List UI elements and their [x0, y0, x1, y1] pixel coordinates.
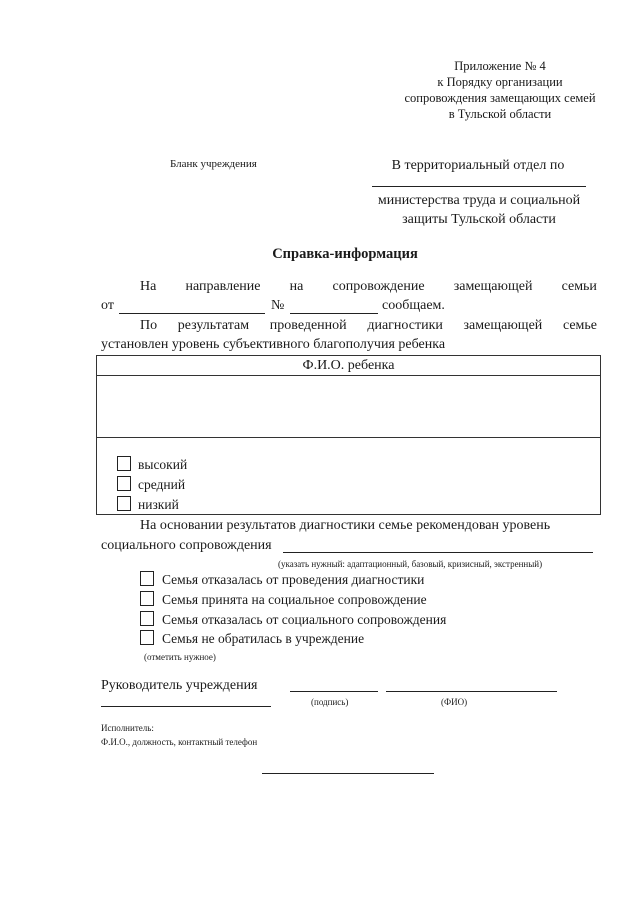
table-header-child-name: Ф.И.О. ребенка — [302, 358, 395, 373]
number-sign: № — [271, 298, 285, 313]
recipient-line-1: В территориальный отдел по — [391, 158, 565, 173]
recipient-line-3: защиты Тульской области — [402, 212, 556, 227]
p1-word: направление — [185, 279, 261, 294]
level-medium-label: средний — [138, 477, 186, 492]
executor-details: Ф.И.О., должность, контактный телефон — [101, 737, 258, 747]
status-refused-diagnostics: Семья отказалась от проведения диагностики — [162, 572, 425, 587]
status-refused-support: Семья отказалась от социального сопровождения — [162, 612, 447, 627]
p2-word: результатам — [177, 318, 250, 333]
support-level-hint: (указать нужный: адаптационный, базовый, кризисный, экстренный) — [278, 559, 543, 569]
recommendation-line-2: социального сопровождения — [101, 538, 272, 553]
appendix-line-4: в Тульской области — [448, 107, 552, 121]
appendix-block — [400, 58, 600, 122]
p2-word: По — [140, 318, 158, 333]
p2-word: семье — [562, 318, 597, 333]
inform-word: сообщаем. — [382, 298, 445, 313]
child-name-cell[interactable] — [97, 376, 600, 437]
table-divider — [97, 437, 600, 438]
level-low-label: низкий — [138, 497, 179, 512]
signature-hint: (подпись) — [311, 697, 349, 707]
head-of-institution-label: Руководитель учреждения — [101, 678, 258, 693]
checkbox-level-medium[interactable] — [117, 476, 131, 491]
number-blank-line[interactable] — [290, 313, 378, 314]
signature-blank-line[interactable] — [290, 691, 378, 692]
p1-word: На — [140, 279, 157, 294]
appendix-line-1: Приложение № 4 — [454, 59, 546, 73]
appendix-line-2: к Порядку организации — [437, 75, 563, 89]
fio-hint: (ФИО) — [441, 697, 468, 707]
paragraph-2-line-1 — [140, 318, 597, 334]
appendix-line-3: сопровождения замещающих семей — [404, 91, 596, 105]
recommendation-line-1: На основании результатов диагностики семье рекомендован уровень — [140, 518, 551, 533]
paragraph-2-line-2: установлен уровень субъективного благополучия ребенка — [101, 337, 446, 352]
p1-word: семьи — [561, 279, 597, 294]
bottom-line — [262, 773, 434, 774]
mark-required-hint: (отметить нужное) — [144, 652, 216, 662]
p2-word: диагностики — [367, 318, 443, 333]
checkbox-refused-diagnostics[interactable] — [140, 571, 154, 586]
status-not-applied: Семья не обратилась в учреждение — [162, 631, 365, 646]
executor-label: Исполнитель: — [101, 723, 154, 733]
level-high-label: высокий — [138, 457, 188, 472]
document-title: Справка-информация — [272, 246, 418, 262]
checkbox-level-low[interactable] — [117, 496, 131, 511]
p2-word: проведенной — [269, 318, 347, 333]
head-underline — [101, 706, 271, 707]
checkbox-not-applied[interactable] — [140, 630, 154, 645]
checkbox-accepted-support[interactable] — [140, 591, 154, 606]
support-level-blank-line[interactable] — [283, 552, 593, 553]
from-word: от — [101, 298, 114, 313]
checkbox-level-high[interactable] — [117, 456, 131, 471]
p2-word: замещающей — [463, 318, 543, 333]
paragraph-1-line-1 — [140, 279, 597, 295]
fio-blank-line[interactable] — [386, 691, 557, 692]
recipient-line-2: министерства труда и социальной — [377, 193, 581, 208]
p1-word: замещающей — [453, 279, 533, 294]
checkbox-refused-support[interactable] — [140, 611, 154, 626]
p1-word: на — [289, 279, 304, 294]
p1-word: сопровождение — [332, 279, 425, 294]
date-blank-line[interactable] — [119, 313, 265, 314]
status-accepted-support: Семья принята на социальное сопровождение — [162, 592, 427, 607]
institution-blank-label: Бланк учреждения — [170, 158, 257, 170]
recipient-blank-line[interactable] — [372, 186, 586, 187]
